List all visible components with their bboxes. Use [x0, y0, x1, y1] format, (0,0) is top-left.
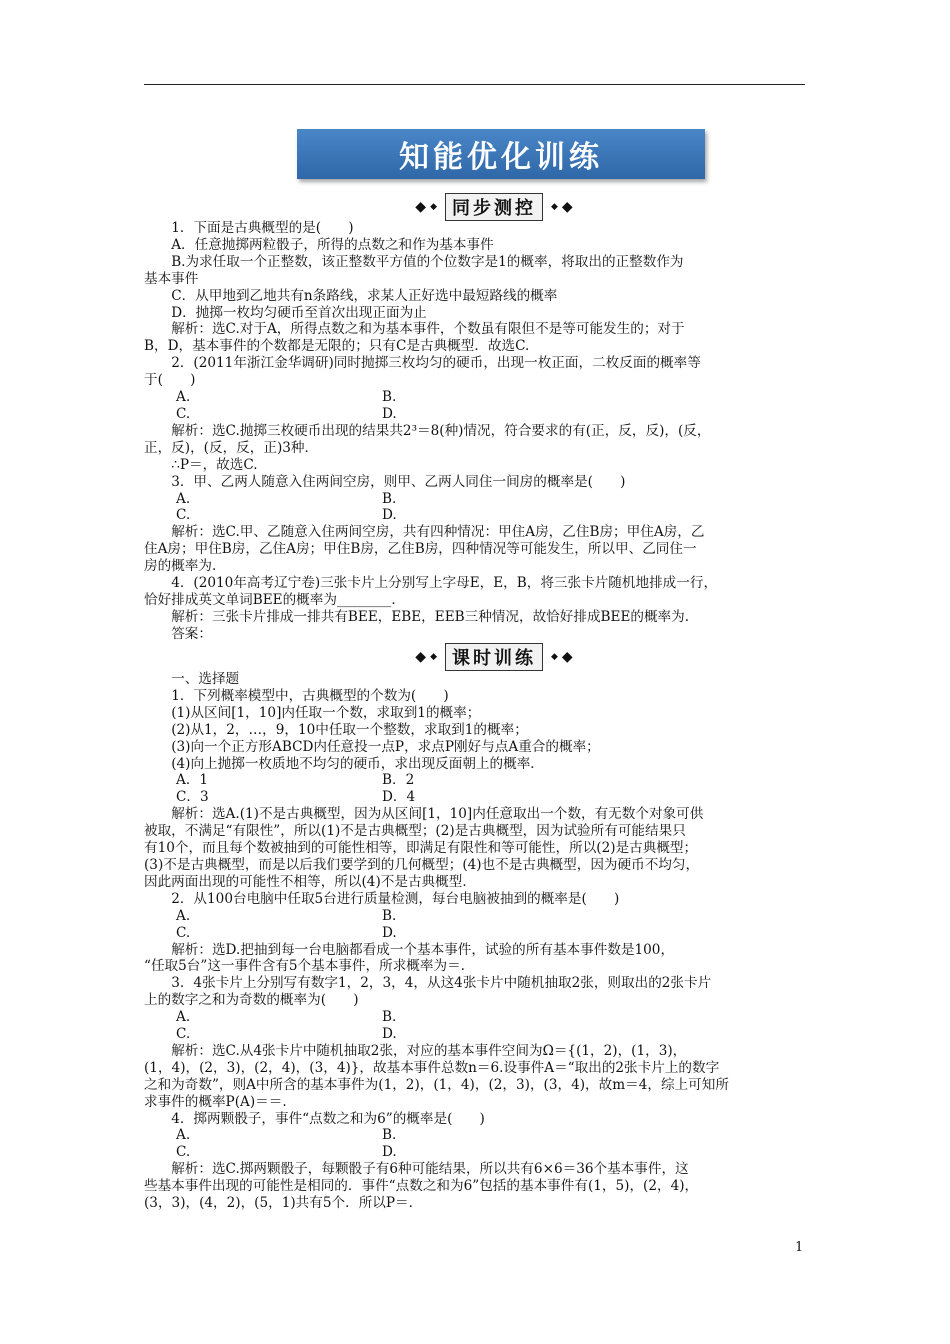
text-line: 之和为奇数”，则A中所含的基本事件为(1，2)，(1，4)，(2，3)，(3，4)，故m＝4，综上可知所 — [144, 1076, 729, 1093]
option-label: D．4 — [382, 789, 416, 806]
banner-title: 知能优化训练 — [399, 140, 603, 175]
text-line: 因此两面出现的可能性不相等，所以(4)不是古典概型． — [144, 873, 476, 890]
text-line: 正，反)，(反，反，正)3种． — [144, 439, 319, 456]
text-line: 解析：选C.甲、乙随意入住两间空房，共有四种情况：甲住A房，乙住B房；甲住A房，乙 — [171, 524, 705, 541]
lesson-training-content — [144, 671, 809, 1212]
options-row — [144, 1127, 809, 1144]
diamond-icon: ◆ — [551, 202, 558, 212]
options-row — [144, 491, 809, 508]
text-line: 1．下面是古典概型的是( ) — [171, 220, 354, 236]
text-line: 解析：选A.(1)不是古典概型，因为从区间[1，10]内任意取出一个数，有无数个对象可供 — [171, 806, 704, 823]
text-line: (2)从1，2，…，9，10中任取一个整数，求取到1的概率； — [171, 721, 528, 738]
text-line: (1，4)，(2，3)，(2，4)，(3，4)}，故基本事件总数n＝6.设事件A＝“取出的2张卡片上的数字 — [144, 1059, 720, 1076]
diamond-icon: ◆ — [415, 199, 427, 215]
diamond-icon: ◆ — [551, 652, 558, 662]
text-line: 答案： — [171, 625, 212, 642]
text-line: 解析：三张卡片排成一排共有BEE，EBE，EEB三种情况，故恰好排成BEE的概率为. — [171, 608, 690, 625]
text-line: B，D，基本事件的个数都是无限的；只有C是古典概型．故选C. — [144, 338, 530, 355]
text-line: B.为求任取一个正整数，该正整数平方值的个位数字是1的概率，将取出的正整数作为 — [171, 253, 684, 270]
diamond-icon: ◆ — [561, 649, 573, 665]
text-line: D．抛掷一枚均匀硬币至首次出现正面为止 — [171, 304, 427, 321]
text-line: 2．从100台电脑中任取5台进行质量检测，每台电脑被抽到的概率是( ) — [171, 890, 620, 907]
page-number: 1 — [795, 1240, 804, 1255]
options-row — [144, 772, 809, 789]
section-heading-lesson — [393, 645, 595, 669]
option-label: B. — [382, 389, 397, 406]
text-line: (3)不是古典概型，而是以后我们要学到的几何概型；(4)也不是古典概型，因为硬币不均匀， — [144, 856, 700, 873]
option-label: C. — [176, 1144, 191, 1161]
option-label: A. — [176, 389, 191, 406]
option-label: A. — [176, 490, 191, 507]
text-line: C．从甲地到乙地共有n条路线，求某人正好选中最短路线的概率 — [171, 287, 558, 304]
text-line: 解析：选C.掷两颗骰子，每颗骰子有6种可能结果，所以共有6×6＝36个基本事件，这 — [171, 1161, 689, 1178]
option-label: C. — [176, 924, 191, 941]
text-line: 2．(2011年浙江金华调研)同时抛掷三枚均匀的硬币，出现一枚正面，二枚反面的概率等 — [171, 355, 701, 372]
text-line: 被取，不满足“有限性”，所以(1)不是古典概型；(2)是古典概型，因为试验所有可能结果只 — [144, 823, 686, 840]
options-row — [144, 1144, 809, 1161]
option-label: B. — [382, 490, 397, 507]
option-label: D. — [382, 405, 397, 422]
text-line: ∴P＝，故选C. — [171, 456, 258, 473]
diamond-icon: ◆ — [430, 652, 437, 662]
option-label: B．2 — [382, 772, 415, 789]
text-line: 有10个，而且每个数被抽到的可能性相等，即满足有限性和等可能性，所以(2)是古典概型； — [144, 840, 698, 857]
option-label: C. — [176, 405, 191, 422]
diamond-icon: ◆ — [561, 199, 573, 215]
text-line: 解析：选C.从4张卡片中随机抽取2张，对应的基本事件空间为Ω＝{(1，2)，(1，3)， — [171, 1042, 687, 1059]
text-line: A．任意抛掷两粒骰子，所得的点数之和作为基本事件 — [171, 236, 494, 253]
diamond-icon: ◆ — [415, 649, 427, 665]
option-label: B. — [382, 907, 397, 924]
options-row — [144, 1026, 809, 1043]
text-line: 4．(2010年高考辽宁卷)三张卡片上分别写上字母E，E，B，将三张卡片随机地排成一行， — [171, 575, 718, 592]
option-label: A．1 — [176, 772, 209, 789]
text-line: 于( ) — [144, 372, 196, 389]
text-line: (3)向一个正方形ABCD内任意投一点P，求点P刚好与点A重合的概率； — [171, 738, 600, 755]
text-line: 房的概率为. — [144, 558, 217, 575]
text-line: “任取5台”这一事件含有5个基本事件，所求概率为＝. — [144, 958, 465, 975]
options-row — [144, 406, 809, 423]
diamond-icon: ◆ — [430, 202, 437, 212]
text-line: 解析：选C.对于A，所得点数之和为基本事件，个数虽有限但不是等可能发生的；对于 — [171, 321, 685, 338]
options-row — [144, 389, 809, 406]
options-row — [144, 925, 809, 942]
text-line: 求事件的概率P(A)＝＝. — [144, 1093, 287, 1110]
section-title: 课时训练 — [445, 643, 543, 671]
option-label: D. — [382, 1144, 397, 1161]
options-row — [144, 507, 809, 524]
text-line: 4．掷两颗骰子，事件“点数之和为6”的概率是( ) — [171, 1110, 485, 1127]
text-line: 住A房；甲住B房，乙住A房；甲住B房，乙住B房，四种情况等可能发生，所以甲、乙同住一 — [144, 541, 697, 558]
text-line: 基本事件 — [144, 270, 199, 287]
option-label: D. — [382, 1026, 397, 1043]
text-line: 上的数字之和为奇数的概率为( ) — [144, 992, 359, 1009]
option-label: B. — [382, 1009, 397, 1026]
option-label: A. — [176, 1009, 191, 1026]
text-line: 解析：选C.抛掷三枚硬币出现的结果共2³＝8(种)情况，符合要求的有(正，反，反)，(反， — [171, 422, 711, 439]
option-label: C．3 — [176, 789, 209, 806]
option-label: A. — [176, 1127, 191, 1144]
section-heading-sync — [393, 195, 595, 219]
options-row — [144, 1009, 809, 1026]
text-line: 解析：选D.把抽到每一台电脑都看成一个基本事件，试验的所有基本事件数是100， — [171, 941, 675, 958]
text-line: (3，3)，(4，2)，(5，1)共有5个．所以P＝. — [144, 1195, 413, 1212]
section-title: 同步测控 — [445, 193, 543, 221]
option-label: D. — [382, 507, 397, 524]
text-line: (4)向上抛掷一枚质地不均匀的硬币，求出现反面朝上的概率． — [171, 755, 544, 772]
text-line: (1)从区间[1，10]内任取一个数，求取到1的概率； — [171, 704, 481, 721]
option-label: C. — [176, 507, 191, 524]
options-row — [144, 908, 809, 925]
sync-test-content — [144, 220, 809, 643]
text-line: 恰好排成英文单词BEE的概率为________． — [144, 591, 405, 608]
text-line: 1．下列概率模型中，古典概型的个数为( ) — [171, 687, 449, 704]
text-line: 一、选择题 — [171, 671, 240, 687]
header-rule — [144, 84, 805, 85]
option-label: B. — [382, 1127, 397, 1144]
text-line: 3．4张卡片上分别写有数字1，2，3，4，从这4张卡片中随机抽取2张，则取出的2张卡片 — [171, 975, 712, 992]
text-line: 些基本事件出现的可能性是相同的．事件“点数之和为6”包括的基本事件有(1，5)，(2，4)， — [144, 1178, 699, 1195]
options-row — [144, 789, 809, 806]
title-banner — [297, 129, 705, 179]
text-line: 3．甲、乙两人随意入住两间空房，则甲、乙两人同住一间房的概率是( ) — [171, 473, 626, 490]
option-label: D. — [382, 924, 397, 941]
option-label: C. — [176, 1026, 191, 1043]
option-label: A. — [176, 907, 191, 924]
